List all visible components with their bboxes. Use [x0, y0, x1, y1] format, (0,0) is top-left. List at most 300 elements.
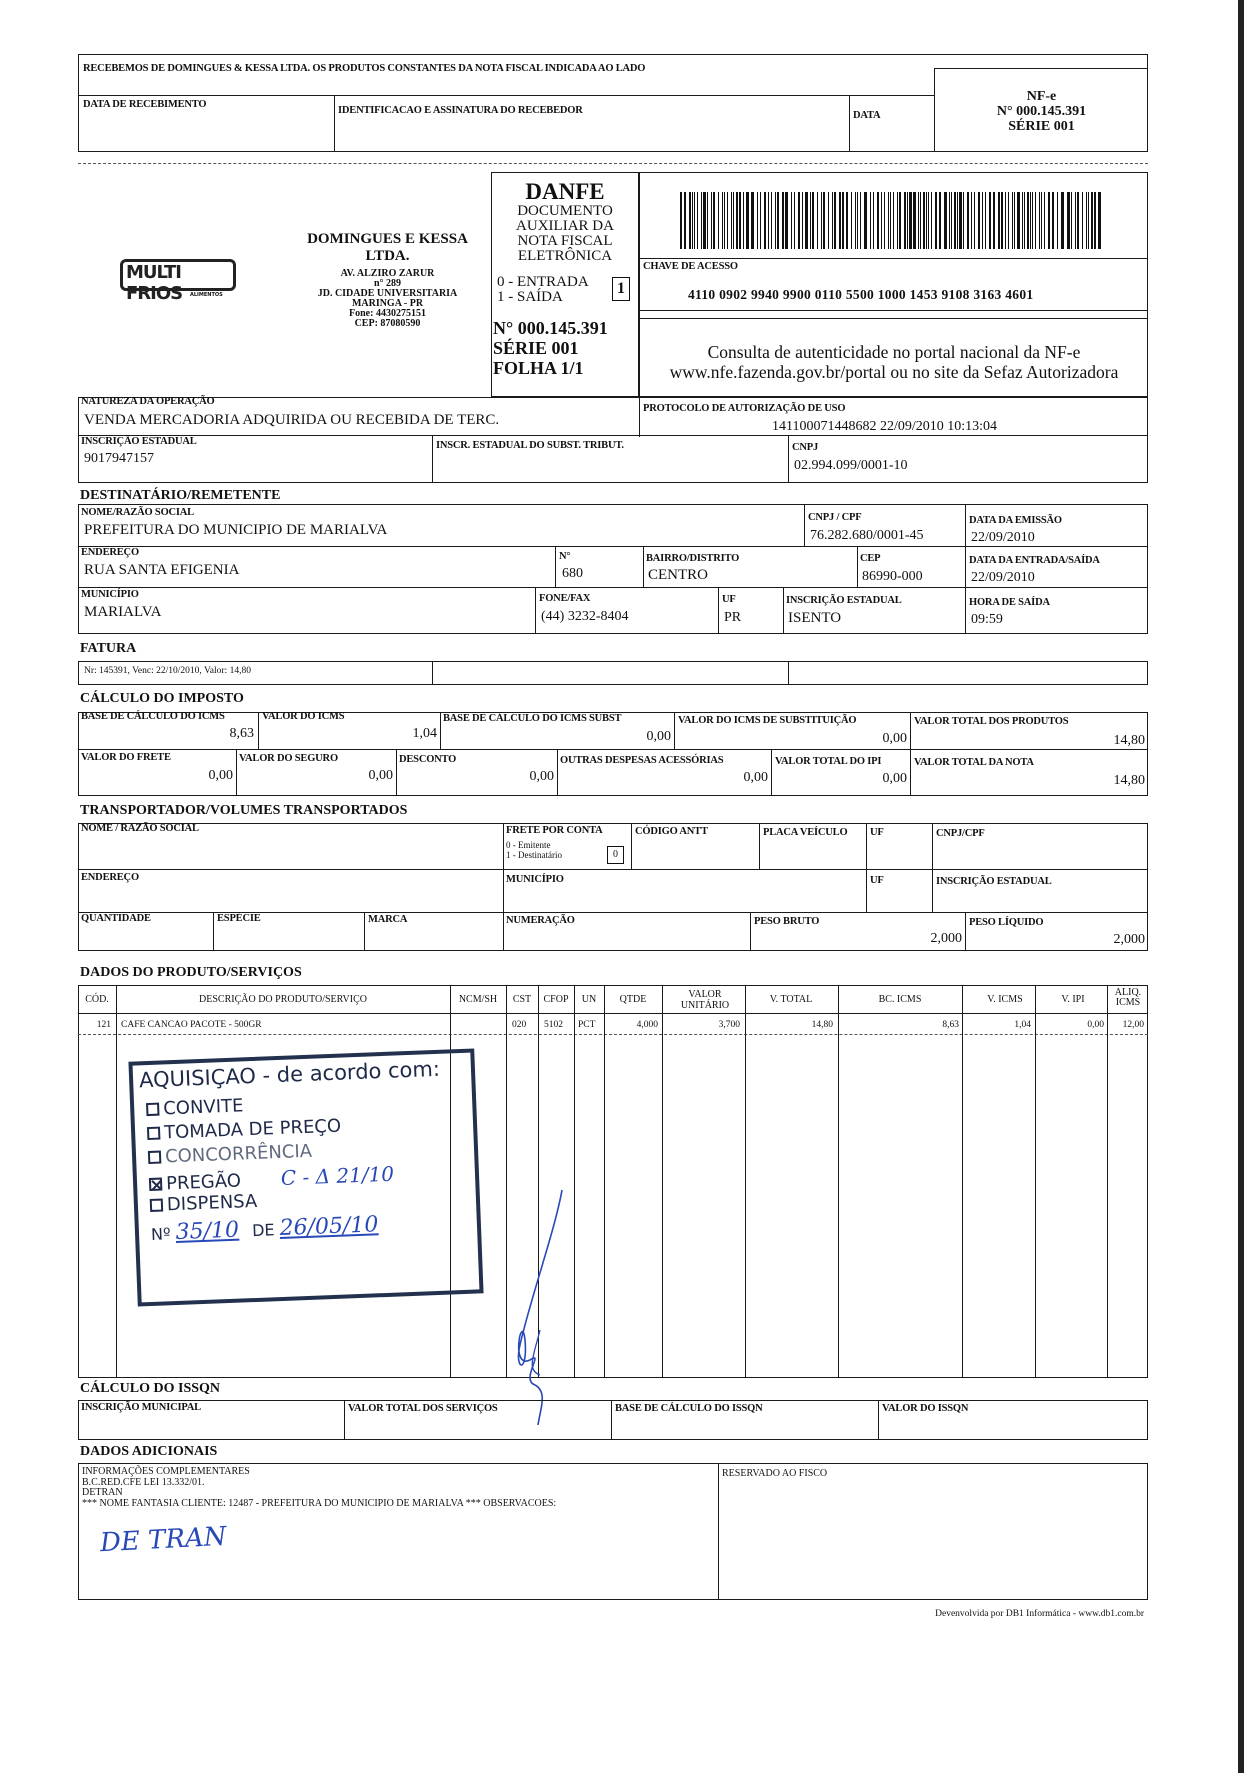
rec-municipio-label: MUNICÍPIO	[81, 589, 139, 600]
col-bc: BC. ICMS	[878, 994, 922, 1005]
tr-frete-opt2: 1 - Destinatário	[506, 850, 562, 860]
barcode-bar	[1014, 192, 1015, 249]
column-divider	[1107, 985, 1108, 1378]
cnpj-label: CNPJ	[792, 442, 819, 453]
issuer-cep: CEP: 87080590	[354, 318, 421, 329]
barcode-bar	[724, 192, 725, 249]
barcode-bar	[873, 192, 874, 249]
barcode-bar	[855, 192, 856, 249]
barcode	[680, 192, 1105, 249]
col-un: UN	[581, 994, 597, 1005]
barcode-bar	[713, 192, 715, 249]
rec-fone-value: (44) 3232-8404	[541, 609, 629, 624]
issuer-address-3: JD. CIDADE UNIVERSITARIA	[317, 288, 458, 299]
checkbox-icon	[147, 1127, 160, 1140]
column-divider	[745, 985, 746, 1378]
barcode-bar	[743, 192, 744, 249]
barcode-bar	[899, 192, 901, 249]
barcode-bar	[884, 192, 885, 249]
danfe-entrada: 0 - ENTRADA	[497, 274, 589, 290]
tr-ie-label: INSCRIÇÃO ESTADUAL	[936, 876, 1052, 887]
additional-info	[82, 1467, 556, 1509]
barcode-bar	[913, 192, 916, 249]
barcode-bar	[812, 192, 814, 249]
barcode-bar	[931, 192, 932, 249]
rec-emissao-label: DATA DA EMISSÃO	[969, 515, 1062, 526]
stamp-opt-dispensa: DISPENSA	[150, 1191, 258, 1216]
barcode-bar	[1027, 192, 1029, 249]
col-vicms: V. ICMS	[987, 994, 1023, 1005]
tr-cnpj-label: CNPJ/CPF	[936, 828, 985, 839]
stamp-num-label: Nº	[150, 1224, 171, 1244]
barcode-bar	[989, 192, 991, 249]
rec-cnpj-value: 76.282.680/0001-45	[810, 528, 924, 543]
acquisition-stamp	[128, 1048, 483, 1306]
barcode-bar	[697, 192, 698, 249]
rec-uf-label: UF	[722, 594, 736, 605]
danfe-number-block	[493, 318, 608, 378]
tr-nome-label: NOME / RAZÃO SOCIAL	[81, 823, 199, 834]
row-vicms: 1,04	[1014, 1020, 1031, 1030]
seguro-label: VALOR DO SEGURO	[239, 753, 338, 764]
barcode-bar	[1067, 192, 1070, 249]
barcode-bar	[881, 192, 882, 249]
row-vipi: 0,00	[1087, 1020, 1104, 1030]
rec-bairro-value: CENTRO	[648, 567, 708, 583]
tr-marca-label: MARCA	[368, 914, 408, 925]
tr-qtd-label: QUANTIDADE	[81, 913, 151, 924]
barcode-bar	[1077, 192, 1079, 249]
total-prod-label: VALOR TOTAL DOS PRODUTOS	[914, 716, 1069, 727]
danfe-folha: FOLHA 1/1	[493, 358, 584, 378]
receipt-nfe-block	[935, 89, 1148, 134]
stamp-date: 26/05/10	[279, 1212, 379, 1242]
barcode-bar	[860, 192, 861, 249]
barcode-bar	[1022, 192, 1023, 249]
danfe-sub-4: ELETRÔNICA	[517, 248, 613, 264]
tr-peso-bruto-value: 2,000	[930, 931, 962, 946]
barcode-bar	[897, 192, 898, 249]
receipt-series: SÉRIE 001	[1008, 119, 1075, 134]
total-nota-label: VALOR TOTAL DA NOTA	[914, 757, 1034, 768]
tr-antt-label: CÓDIGO ANTT	[635, 826, 708, 837]
barcode-bar	[907, 192, 908, 249]
issuer-name-1: DOMINGUES E KESSA	[307, 231, 468, 247]
bc-icms-value: 8,63	[229, 726, 254, 741]
tr-uf2-label: UF	[870, 875, 884, 886]
consulta-line-2: www.nfe.fazenda.gov.br/portal ou no site da Sefaz Autorizadora	[669, 362, 1119, 382]
rec-hora-value: 09:59	[971, 612, 1003, 627]
barcode-bar	[1091, 192, 1093, 249]
barcode-bar	[1005, 192, 1006, 249]
barcode-bar	[722, 192, 723, 249]
barcode-bar	[944, 192, 947, 249]
rec-entrada-label: DATA DA ENTRADA/SAÍDA	[969, 555, 1100, 566]
col-aliq: ALIQ. ICMS	[1114, 987, 1142, 1008]
barcode-bar	[864, 192, 867, 249]
barcode-bar	[926, 192, 927, 249]
barcode-bar	[893, 192, 894, 249]
recipient-section: DESTINATÁRIO/REMETENTE	[80, 488, 281, 503]
barcode-bar	[1082, 192, 1083, 249]
column-divider	[116, 985, 117, 1378]
row-cfop: 5102	[544, 1020, 563, 1030]
barcode-bar	[888, 192, 889, 249]
tr-municipio-label: MUNICÍPIO	[506, 874, 564, 885]
checkbox-icon	[150, 1199, 163, 1212]
fisco-label: RESERVADO AO FISCO	[722, 1468, 828, 1479]
total-nota-value: 14,80	[1113, 773, 1145, 788]
access-key: 4110 0902 9940 9900 0110 5500 1000 1453 9108 3163 4601	[688, 287, 1034, 302]
tax-section: CÁLCULO DO IMPOSTO	[80, 691, 244, 706]
checkbox-icon	[146, 1103, 159, 1116]
tr-placa-label: PLACA VEÍCULO	[763, 827, 848, 838]
frete-label: VALOR DO FRETE	[81, 752, 171, 763]
barcode-bar	[949, 192, 950, 249]
column-divider	[1035, 985, 1036, 1378]
products-row-divider	[78, 1034, 1148, 1035]
rec-cnpj-label: CNPJ / CPF	[808, 512, 862, 523]
tr-frete-label: FRETE POR CONTA	[506, 825, 603, 836]
bc-st-label: BASE DE CÁLCULO DO ICMS SUBST	[443, 713, 622, 724]
barcode-bar	[764, 192, 766, 249]
tr-frete-options	[506, 840, 562, 860]
barcode-bar	[785, 192, 788, 249]
barcode-bar	[703, 192, 706, 249]
tr-frete-opt1: 0 - Emitente	[506, 840, 551, 850]
barcode-bar	[828, 192, 829, 249]
barcode-bar	[1071, 192, 1072, 249]
handwritten-note: DE TRAN	[99, 1521, 228, 1559]
tr-uf-label: UF	[870, 827, 884, 838]
barcode-bar	[967, 192, 969, 249]
barcode-bar	[1001, 192, 1003, 249]
tr-endereco-label: ENDEREÇO	[81, 872, 139, 883]
barcode-bar	[757, 192, 758, 249]
issqn-iss-label: VALOR DO ISSQN	[882, 1403, 969, 1414]
danfe-direction	[497, 275, 589, 305]
barcode-bar	[727, 192, 728, 249]
rec-bairro-label: BAIRRO/DISTRITO	[646, 553, 740, 564]
stamp-num: 35/10	[175, 1217, 240, 1246]
barcode-bar	[810, 192, 811, 249]
rec-endereco-value: RUA SANTA EFIGENIA	[84, 562, 240, 578]
barcode-bar	[928, 192, 929, 249]
danfe-title-block	[492, 180, 638, 264]
row-unit: 3,700	[718, 1020, 740, 1030]
rec-uf-value: PR	[724, 610, 742, 625]
tr-numeracao-label: NUMERAÇÃO	[506, 915, 575, 926]
barcode-bar	[689, 192, 691, 249]
checkbox-icon	[148, 1151, 161, 1164]
barcode-bar	[1088, 192, 1089, 249]
danfe-sub-2: AUXILIAR DA	[516, 218, 614, 234]
issqn-bc-label: BASE DE CÁLCULO DO ISSQN	[615, 1403, 763, 1414]
row-qtde: 4,000	[636, 1020, 658, 1030]
barcode-bar	[1052, 192, 1054, 249]
ie-st-label: INSCR. ESTADUAL DO SUBST. TRIBUT.	[436, 440, 624, 451]
barcode-bar	[1048, 192, 1050, 249]
barcode-bar	[920, 192, 921, 249]
invoice-text: Nr: 145391, Venc: 22/10/2010, Valor: 14,80	[84, 666, 251, 676]
barcode-bar	[680, 192, 682, 249]
rec-numero-label: N°	[559, 551, 571, 562]
barcode-bar	[959, 192, 962, 249]
cut-line	[78, 163, 1148, 164]
barcode-bar	[1032, 192, 1033, 249]
barcode-bar	[957, 192, 958, 249]
barcode-bar	[1030, 192, 1031, 249]
barcode-bar	[805, 192, 808, 249]
icms-label: VALOR DO ICMS	[262, 711, 345, 722]
danfe-series: SÉRIE 001	[493, 338, 579, 358]
barcode-bar	[694, 192, 695, 249]
barcode-bar	[1008, 192, 1009, 249]
company-logo	[120, 259, 236, 304]
rec-nome-label: NOME/RAZÃO SOCIAL	[81, 507, 194, 518]
col-cod: CÓD.	[85, 994, 109, 1005]
barcode-bar	[951, 192, 952, 249]
rec-hora-label: HORA DE SAÍDA	[969, 597, 1050, 608]
signature-label: IDENTIFICACAO E ASSINATURA DO RECEBEDOR	[338, 105, 583, 116]
barcode-bar	[909, 192, 912, 249]
barcode-bar	[746, 192, 749, 249]
danfe-sub-1: DOCUMENTO	[517, 203, 613, 219]
barcode-bar	[832, 192, 833, 249]
barcode-bar	[998, 192, 1000, 249]
barcode-bar	[993, 192, 995, 249]
icms-st-value: 0,00	[882, 731, 907, 746]
barcode-bar	[839, 192, 841, 249]
barcode-bar	[974, 192, 975, 249]
rec-emissao-value: 22/09/2010	[971, 530, 1035, 545]
checkbox-checked-icon	[149, 1178, 162, 1191]
stamp-title: AQUISIÇAO - de acordo com:	[138, 1056, 441, 1093]
frete-value: 0,00	[208, 768, 233, 783]
barcode-bar	[851, 192, 852, 249]
footer-credit: Devenvolvida por DB1 Informática - www.db1.com.br	[935, 1609, 1144, 1619]
tr-especie-label: ESPÉCIE	[217, 913, 261, 924]
additional-info-label: INFORMAÇÕES COMPLEMENTARES	[82, 1466, 250, 1477]
rec-cep-label: CEP	[860, 553, 881, 564]
column-divider	[662, 985, 663, 1378]
rec-endereco-label: ENDEREÇO	[81, 547, 139, 558]
row-un: PCT	[578, 1020, 596, 1030]
receipt-date-label: DATA	[853, 110, 881, 121]
barcode-bar	[802, 192, 803, 249]
danfe-sub-3: NOTA FISCAL	[517, 233, 613, 249]
issuer-phone: Fone: 4430275151	[349, 308, 426, 319]
column-divider	[604, 985, 605, 1378]
barcode-bar	[963, 192, 964, 249]
ie-value: 9017947157	[84, 451, 154, 466]
issuer-address-4: MARINGA - PR	[351, 298, 424, 309]
barcode-bar	[1098, 192, 1101, 249]
barcode-bar	[701, 192, 702, 249]
col-cfop: CFOP	[543, 994, 569, 1005]
row-cod: 121	[96, 1020, 111, 1030]
stamp-number-line	[151, 1212, 379, 1246]
issuer-name-2: LTDA.	[365, 248, 410, 264]
column-divider	[962, 985, 963, 1378]
barcode-bar	[971, 192, 972, 249]
barcode-bar	[707, 192, 708, 249]
receipt-nfe: NF-e	[1026, 89, 1057, 104]
barcode-bar	[954, 192, 956, 249]
natureza-label: NATUREZA DA OPERAÇÃO	[81, 396, 215, 407]
consulta-line-1: Consulta de autenticidade no portal nacional da NF-e	[707, 342, 1081, 362]
barcode-bar	[985, 192, 986, 249]
outras-label: OUTRAS DESPESAS ACESSÓRIAS	[560, 755, 724, 766]
tr-peso-liq-label: PESO LÍQUIDO	[969, 917, 1044, 928]
invoice-section: FATURA	[80, 641, 137, 656]
rec-ie-value: ISENTO	[788, 610, 842, 626]
barcode-bar	[1075, 192, 1076, 249]
rec-numero-value: 680	[562, 566, 583, 581]
natureza-value: VENDA MERCADORIA ADQUIRIDA OU RECEBIDA DE TERC.	[84, 412, 500, 428]
additional-line-2: DETRAN	[82, 1487, 123, 1498]
stamp-opt-tomada: TOMADA DE PREÇO	[147, 1116, 342, 1144]
icms-value: 1,04	[412, 726, 437, 741]
row-cst: 020	[512, 1020, 527, 1030]
additional-line-1: B.C.RED.CFE LEI 13.332/01.	[82, 1476, 205, 1488]
col-qtde: QTDE	[619, 994, 647, 1005]
barcode-bar	[1057, 192, 1058, 249]
desconto-value: 0,00	[529, 769, 554, 784]
stamp-pregao-note: C - Δ 21/10	[280, 1161, 395, 1190]
issuer-address-1: AV. ALZIRO ZARUR	[340, 268, 435, 279]
logo-sub: ALIMENTOS	[190, 292, 223, 298]
issqn-section: CÁLCULO DO ISSQN	[80, 1381, 221, 1396]
barcode-bar	[823, 192, 825, 249]
barcode-bar	[711, 192, 712, 249]
rec-entrada-value: 22/09/2010	[971, 570, 1035, 585]
rec-municipio-value: MARIALVA	[84, 604, 162, 620]
barcode-bar	[1017, 192, 1020, 249]
stamp-opt-convite: CONVITE	[146, 1095, 244, 1120]
barcode-bar	[834, 192, 836, 249]
rec-nome-value: PREFEITURA DO MUNICIPIO DE MARIALVA	[84, 522, 388, 538]
barcode-bar	[1039, 192, 1040, 249]
rec-ie-label: INSCRIÇÃO ESTADUAL	[786, 595, 902, 606]
barcode-bar	[777, 192, 779, 249]
outras-value: 0,00	[743, 770, 768, 785]
barcode-bar	[1041, 192, 1042, 249]
barcode-bar	[842, 192, 844, 249]
icms-st-label: VALOR DO ICMS DE SUBSTITUIÇÃO	[678, 715, 857, 726]
stamp-opt-pregao: PREGÃO C - Δ 21/10	[149, 1162, 395, 1195]
barcode-bar	[877, 192, 879, 249]
danfe-type-box: 1	[612, 277, 630, 301]
barcode-bar	[1094, 192, 1096, 249]
barcode-bar	[771, 192, 772, 249]
barcode-bar	[935, 192, 937, 249]
barcode-bar	[798, 192, 800, 249]
barcode-bar	[794, 192, 795, 249]
cnpj-value: 02.994.099/0001-10	[794, 458, 908, 473]
barcode-bar	[751, 192, 754, 249]
danfe-number: N° 000.145.391	[493, 318, 608, 338]
tr-peso-liq-value: 2,000	[1113, 932, 1145, 947]
barcode-bar	[978, 192, 980, 249]
col-vipi: V. IPI	[1061, 994, 1085, 1005]
row-bc: 8,63	[942, 1020, 959, 1030]
access-key-label: CHAVE DE ACESSO	[643, 261, 738, 272]
barcode-bar	[739, 192, 741, 249]
rec-fone-label: FONE/FAX	[539, 593, 591, 604]
barcode-bar	[768, 192, 769, 249]
issqn-box	[78, 1400, 1148, 1440]
barcode-bar	[857, 192, 858, 249]
barcode-bar	[733, 192, 734, 249]
barcode-bar	[923, 192, 925, 249]
bc-icms-label: BASE DE CÁLCULO DO ICMS	[81, 711, 225, 722]
danfe-title: DANFE	[525, 179, 605, 204]
transport-box	[78, 823, 1148, 951]
logo-text: MULTI FRIOS	[126, 262, 183, 304]
barcode-bar	[817, 192, 818, 249]
barcode-bar	[760, 192, 761, 249]
col-cst: CST	[512, 994, 532, 1005]
page-edge	[1238, 0, 1244, 1773]
stamp-opt-concorrencia: CONCORRÊNCIA	[148, 1141, 313, 1168]
barcode-bar	[1024, 192, 1025, 249]
date-received-label: DATA DE RECEBIMENTO	[83, 99, 207, 110]
barcode-bar	[982, 192, 983, 249]
total-prod-value: 14,80	[1113, 733, 1145, 748]
tr-frete-value: 0	[607, 846, 624, 864]
row-aliq: 12,00	[1122, 1020, 1144, 1030]
protocolo-label: PROTOCOLO DE AUTORIZAÇÃO DE USO	[643, 403, 846, 414]
protocolo-value: 141100071448682 22/09/2010 10:13:04	[772, 419, 998, 434]
barcode-bar	[821, 192, 822, 249]
stamp-de-label: DE	[251, 1220, 275, 1241]
additional-line-3: *** NOME FANTASIA CLIENTE: 12487 - PREFEITURA DO MUNICIPIO DE MARIALVA *** OBSERVACOES:	[82, 1497, 557, 1509]
barcode-bar	[846, 192, 848, 249]
barcode-bar	[791, 192, 792, 249]
barcode-bar	[918, 192, 919, 249]
col-ncm: NCM/SH	[458, 994, 498, 1005]
barcode-bar	[1044, 192, 1045, 249]
transport-section: TRANSPORTADOR/VOLUMES TRANSPORTADOS	[80, 803, 408, 818]
row-desc: CAFE CANCAO PACOTE - 500GR	[121, 1020, 262, 1030]
barcode-bar	[939, 192, 941, 249]
barcode-bar	[692, 192, 693, 249]
barcode-bar	[1035, 192, 1036, 249]
col-desc: DESCRIÇÃO DO PRODUTO/SERVIÇO	[199, 994, 367, 1005]
seguro-value: 0,00	[368, 768, 393, 783]
barcode-bar	[718, 192, 719, 249]
receipt-number: N° 000.145.391	[996, 104, 1087, 119]
barcode-bar	[684, 192, 686, 249]
ipi-value: 0,00	[882, 771, 907, 786]
column-divider	[838, 985, 839, 1378]
barcode-bar	[890, 192, 891, 249]
barcode-bar	[870, 192, 871, 249]
issqn-im-label: INSCRIÇÃO MUNICIPAL	[81, 1402, 201, 1413]
barcode-bar	[1086, 192, 1087, 249]
barcode-bar	[1012, 192, 1013, 249]
row-total: 14,80	[811, 1020, 833, 1030]
barcode-bar	[731, 192, 732, 249]
barcode-bar	[736, 192, 738, 249]
ipi-label: VALOR TOTAL DO IPI	[775, 756, 882, 767]
issqn-serv-label: VALOR TOTAL DOS SERVIÇOS	[348, 1403, 498, 1414]
receipt-header: RECEBEMOS DE DOMINGUES & KESSA LTDA. OS PRODUTOS CONSTANTES DA NOTA FISCAL INDICADA AO LADO	[83, 63, 646, 74]
barcode-bar	[775, 192, 776, 249]
barcode-bar	[1061, 192, 1064, 249]
barcode-bar	[904, 192, 906, 249]
